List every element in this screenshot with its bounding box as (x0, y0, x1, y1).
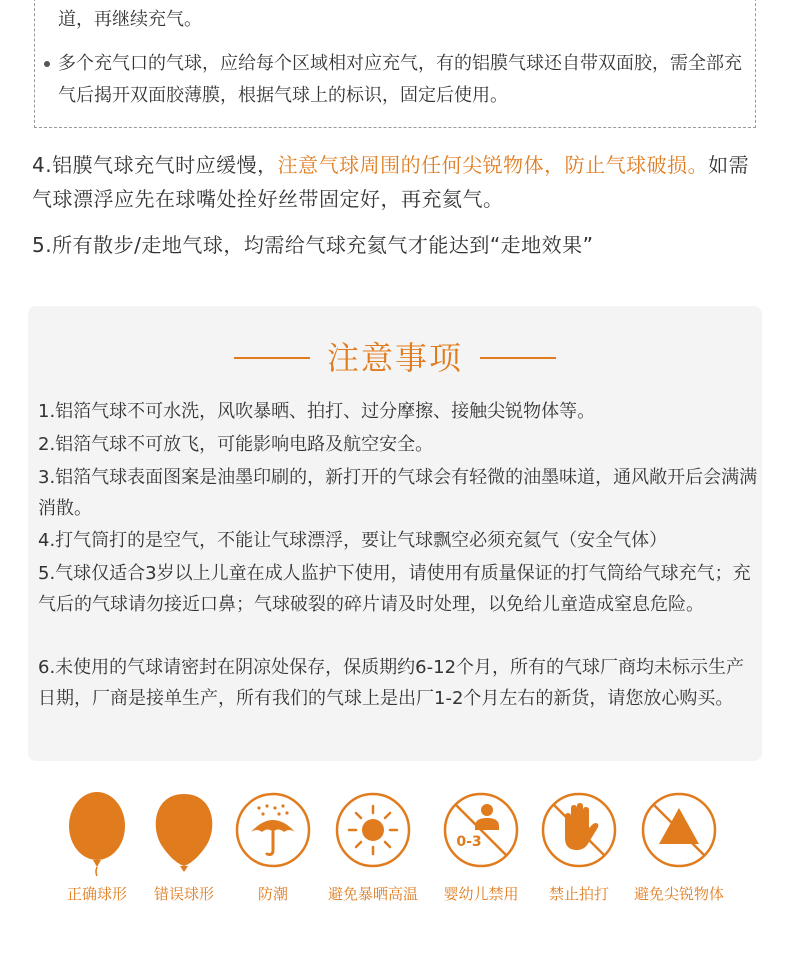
title-rule-left (234, 357, 310, 359)
icon-label-wrong-shape: 错误球形 (153, 885, 214, 903)
notice-panel (28, 306, 762, 761)
notice-item-2: 2.铝箔气球不可放飞，可能影响电路及航空安全。 (38, 434, 434, 455)
notice-item-1: 1.铝箔气球不可水洗，风吹暴晒、拍打、过分摩擦、接触尖锐物体等。 (38, 401, 596, 422)
umbrella-rain-icon (233, 790, 313, 876)
icon-label-correct-shape: 正确球形 (66, 885, 127, 903)
notice-item-5: 5.气球仅适合3岁以上儿童在成人监护下使用，请使用有质量保证的打气筒给气球充气；充气后的气球请勿接近口鼻；气球破裂的碎片请及时处理，以免给儿童造成窒息危险。 (38, 563, 751, 615)
icon-cell-sun (318, 790, 428, 920)
notice-item-3: 3.铝箔气球表面图案是油墨印刷的，新打开的气球会有轻微的油墨味道，通风敞开后会满满消散。 (38, 467, 758, 519)
instruction-5: 5.所有散步/走地气球，均需给气球充氦气才能达到“走地效果” (32, 233, 594, 257)
notice-item-4: 4.打气筒打的是空气，不能让气球漂浮，要让气球飘空必须充氦气（安全气体） (38, 530, 668, 551)
icon-label-no-sharp: 避免尖锐物体 (633, 885, 724, 903)
icon-label-sun: 避免暴晒高温 (327, 885, 418, 903)
age-badge: 0-3 (456, 834, 482, 850)
tips-line-continued: 道，再继续充气。 (58, 9, 202, 30)
tips-bullet-text: 多个充气口的气球，应给每个区域相对应充气，有的铝膜气球还自带双面胶，需全部充气后揭开双面胶薄膜，根据气球上的标识，固定后使用。 (58, 53, 742, 106)
icon-label-moisture: 防潮 (257, 885, 288, 903)
instruction-4-suffix: 如需气球漂浮应先在球嘴处拴好丝带固定好，再充氦气。 (32, 153, 750, 211)
warning-icons-row (0, 790, 790, 920)
notice-item-6: 6.未使用的气球请密封在阴凉处保存，保质期约6-12个月，所有的气球厂商均未标示生产日期，厂商是接单生产，所有我们的气球上是出厂1-2个月左右的新货，请您放心购买。 (38, 657, 745, 709)
title-rule-right (480, 357, 556, 359)
sun-icon (333, 790, 413, 876)
icon-cell-no-sharp (624, 790, 734, 920)
icon-label-no-infant: 婴幼儿禁用 (443, 885, 519, 903)
notice-title: 注意事项 (326, 339, 463, 377)
bullet-dot-icon (44, 61, 50, 67)
notice-header (28, 336, 762, 380)
instruction-4-highlight: 注意气球周围的任何尖锐物体，防止气球破损。 (277, 153, 709, 177)
balloon-correct-icon (57, 790, 137, 876)
icon-label-no-slap: 禁止拍打 (548, 885, 609, 903)
no-slap-hand-icon (539, 790, 619, 876)
balloon-wrong-icon (144, 790, 224, 876)
no-sharp-triangle-icon (639, 790, 719, 876)
instruction-4 (32, 148, 768, 216)
no-infant-icon (441, 790, 521, 876)
instruction-4-prefix: 4.铝膜气球充气时应缓慢， (32, 153, 278, 177)
